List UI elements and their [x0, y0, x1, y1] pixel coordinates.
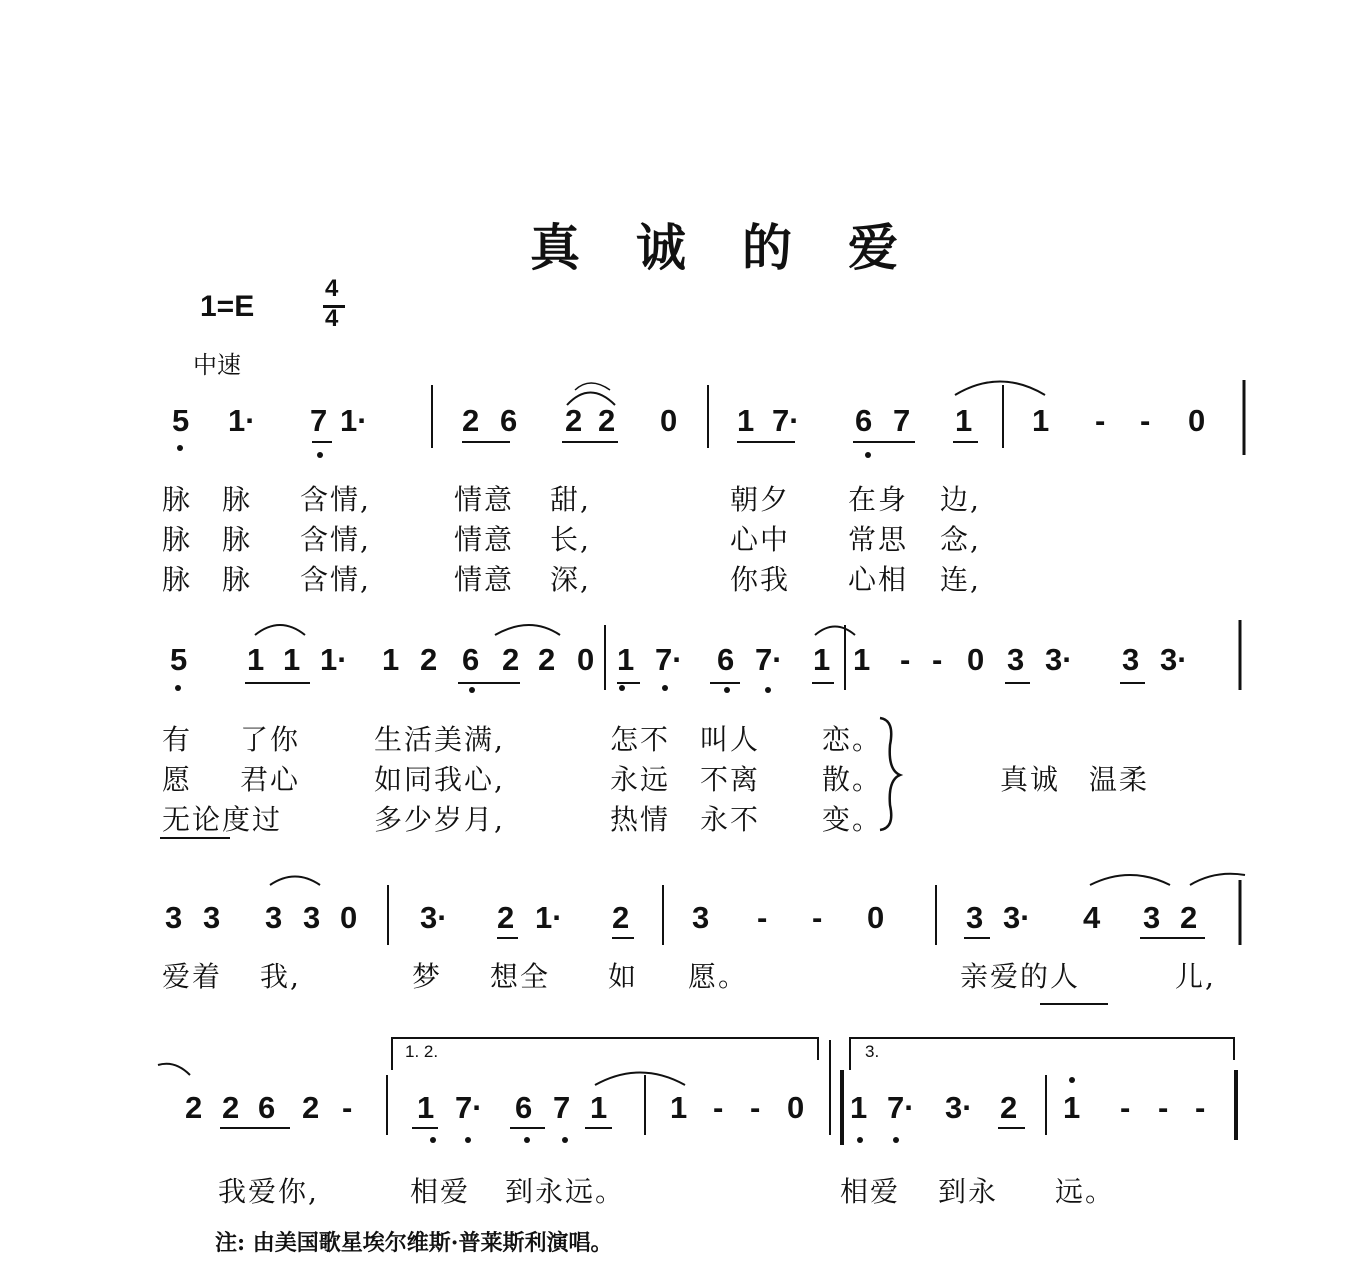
lyric: 散。 — [822, 763, 883, 796]
note-dash: - — [932, 642, 943, 677]
note: 7· — [772, 403, 800, 438]
note: 2 — [302, 1090, 320, 1125]
note: 6 — [258, 1090, 276, 1125]
note: 2 — [612, 900, 630, 935]
lyric: 情意 — [454, 523, 515, 556]
note: 7 — [310, 403, 328, 438]
volta-first-label: 1. 2. — [405, 1042, 439, 1061]
note: 1 — [670, 1090, 688, 1125]
note-dash: - — [1158, 1090, 1169, 1125]
note: 1 — [417, 1090, 435, 1125]
note: 7· — [655, 642, 683, 677]
lyric: 甜, — [550, 483, 591, 516]
note: 1· — [340, 403, 368, 438]
note: 2 — [497, 900, 515, 935]
lyric: 脉 — [162, 483, 193, 516]
note: 2 — [1000, 1090, 1018, 1125]
time-signature-bottom: 4 — [325, 305, 339, 332]
note-dash: - — [900, 642, 911, 677]
lyric: 无论度过 — [162, 803, 283, 836]
lyric: 心相 — [848, 563, 909, 596]
note: 3 — [966, 900, 984, 935]
note: 7· — [887, 1090, 915, 1125]
lyric: 热情 — [610, 803, 671, 836]
lyric: 相爱 — [410, 1175, 471, 1208]
note-dash: - — [713, 1090, 724, 1125]
lyric: 亲爱的人 — [960, 960, 1081, 993]
note: 1 — [737, 403, 755, 438]
lyric: 边, — [940, 483, 981, 516]
note: 3· — [1003, 900, 1031, 935]
lyric: 情意 — [454, 483, 515, 516]
note: 1 — [853, 642, 871, 677]
lyric: 远。 — [1055, 1175, 1116, 1208]
note: 3· — [1045, 642, 1073, 677]
note: 3 — [692, 900, 710, 935]
lyric: 永远 — [610, 763, 671, 796]
lyric: 了你 — [240, 723, 301, 756]
lyric: 念, — [940, 523, 981, 556]
note: 0 — [1188, 403, 1206, 438]
note: 5 — [172, 403, 190, 438]
note: 5 — [170, 642, 188, 677]
lyric: 到永远。 — [505, 1175, 626, 1208]
volta-second-label: 3. — [865, 1042, 880, 1061]
footnote: 注: 由美国歌星埃尔维斯·普莱斯利演唱。 — [215, 1230, 613, 1256]
lyric-brace — [880, 718, 900, 830]
note: 1 — [590, 1090, 608, 1125]
lyric: 含情, — [300, 523, 371, 556]
note-dash: - — [342, 1090, 353, 1125]
note: 2 — [565, 403, 583, 438]
note: 3 — [303, 900, 321, 935]
note: 2 — [185, 1090, 203, 1125]
note: 2 — [462, 403, 480, 438]
note: 6 — [855, 403, 873, 438]
note: 0 — [660, 403, 678, 438]
time-signature-top: 4 — [325, 275, 339, 302]
lyric: 如同我心, — [374, 763, 505, 796]
lyric: 连, — [940, 563, 981, 596]
note-dash: - — [1120, 1090, 1131, 1125]
note: 1 — [1063, 1090, 1081, 1125]
note: 7 — [893, 403, 911, 438]
lyric: 到永 — [938, 1175, 999, 1208]
note: 0 — [577, 642, 595, 677]
note: 2 — [1180, 900, 1198, 935]
key-signature: 1=E — [200, 290, 255, 323]
song-title: 真诚的爱 — [530, 218, 954, 277]
lyric: 朝夕 — [730, 483, 791, 516]
lyric: 脉 — [222, 563, 253, 596]
note: 7· — [455, 1090, 483, 1125]
note: 2 — [222, 1090, 240, 1125]
note: 1 — [247, 642, 265, 677]
lyric: 我爱你, — [218, 1175, 319, 1208]
lyric: 心中 — [730, 523, 791, 556]
lyric: 变。 — [822, 803, 883, 836]
note: 1 — [850, 1090, 868, 1125]
note: 3 — [1143, 900, 1161, 935]
lyric: 不离 — [700, 763, 761, 796]
lyric: 含情, — [300, 563, 371, 596]
lyric: 常思 — [848, 523, 909, 556]
lyric: 多少岁月, — [374, 803, 505, 836]
lyric-refrain: 真诚 温柔 — [1000, 763, 1149, 796]
note-dash: - — [757, 900, 768, 935]
lyric: 深, — [550, 563, 591, 596]
note: 7 — [553, 1090, 571, 1125]
lyric: 愿 — [162, 763, 193, 796]
lyric: 爱着 — [162, 960, 223, 993]
note-dash: - — [812, 900, 823, 935]
note: 7· — [755, 642, 783, 677]
note: 1· — [228, 403, 256, 438]
note: 1 — [955, 403, 973, 438]
note: 1 — [813, 642, 831, 677]
lyric: 梦 — [412, 960, 443, 993]
note-dash: - — [1195, 1090, 1206, 1125]
lyric: 我, — [260, 960, 301, 993]
lyric: 脉 — [162, 563, 193, 596]
note: 3 — [265, 900, 283, 935]
note: 0 — [340, 900, 358, 935]
note: 1· — [535, 900, 563, 935]
lyric: 在身 — [848, 483, 909, 516]
tempo-marking: 中速 — [193, 351, 241, 379]
note: 1· — [320, 642, 348, 677]
lyric: 长, — [550, 523, 591, 556]
note: 2 — [598, 403, 616, 438]
note: 0 — [867, 900, 885, 935]
lyric: 怎不 — [610, 723, 671, 756]
lyric: 如 — [608, 960, 639, 993]
lyric: 脉 — [162, 523, 193, 556]
voltas — [392, 1038, 1234, 1070]
note: 3 — [165, 900, 183, 935]
lyric: 愿。 — [688, 960, 749, 993]
lyric: 你我 — [730, 563, 791, 596]
lyric: 情意 — [454, 563, 515, 596]
lyric: 脉 — [222, 523, 253, 556]
note: 2 — [420, 642, 438, 677]
lyric: 相爱 — [840, 1175, 901, 1208]
lyric: 恋。 — [822, 723, 883, 756]
note-dash: - — [750, 1090, 761, 1125]
note: 3· — [1160, 642, 1188, 677]
lyric: 有 — [162, 723, 193, 756]
note: 2 — [502, 642, 520, 677]
note: 6 — [515, 1090, 533, 1125]
note: 6 — [717, 642, 735, 677]
note-dash: - — [1095, 403, 1106, 438]
note: 4 — [1083, 900, 1101, 935]
note: 0 — [787, 1090, 805, 1125]
note: 6 — [500, 403, 518, 438]
note: 6 — [462, 642, 480, 677]
lyric: 生活美满, — [374, 723, 505, 756]
note: 3· — [945, 1090, 973, 1125]
lyric: 儿, — [1175, 960, 1216, 993]
note: 3· — [420, 900, 448, 935]
lyric: 想全 — [490, 960, 551, 993]
lyric: 含情, — [300, 483, 371, 516]
note: 1 — [617, 642, 635, 677]
note: 3 — [1122, 642, 1140, 677]
note: 0 — [967, 642, 985, 677]
note: 1 — [1032, 403, 1050, 438]
note: 1 — [283, 642, 301, 677]
lyric: 君心 — [240, 763, 301, 796]
note: 1 — [382, 642, 400, 677]
note: 2 — [538, 642, 556, 677]
lyric: 叫人 — [700, 723, 761, 756]
lyric: 永不 — [700, 803, 761, 836]
note-dash: - — [1140, 403, 1151, 438]
lyric: 脉 — [222, 483, 253, 516]
note: 3 — [203, 900, 221, 935]
note: 3 — [1007, 642, 1025, 677]
